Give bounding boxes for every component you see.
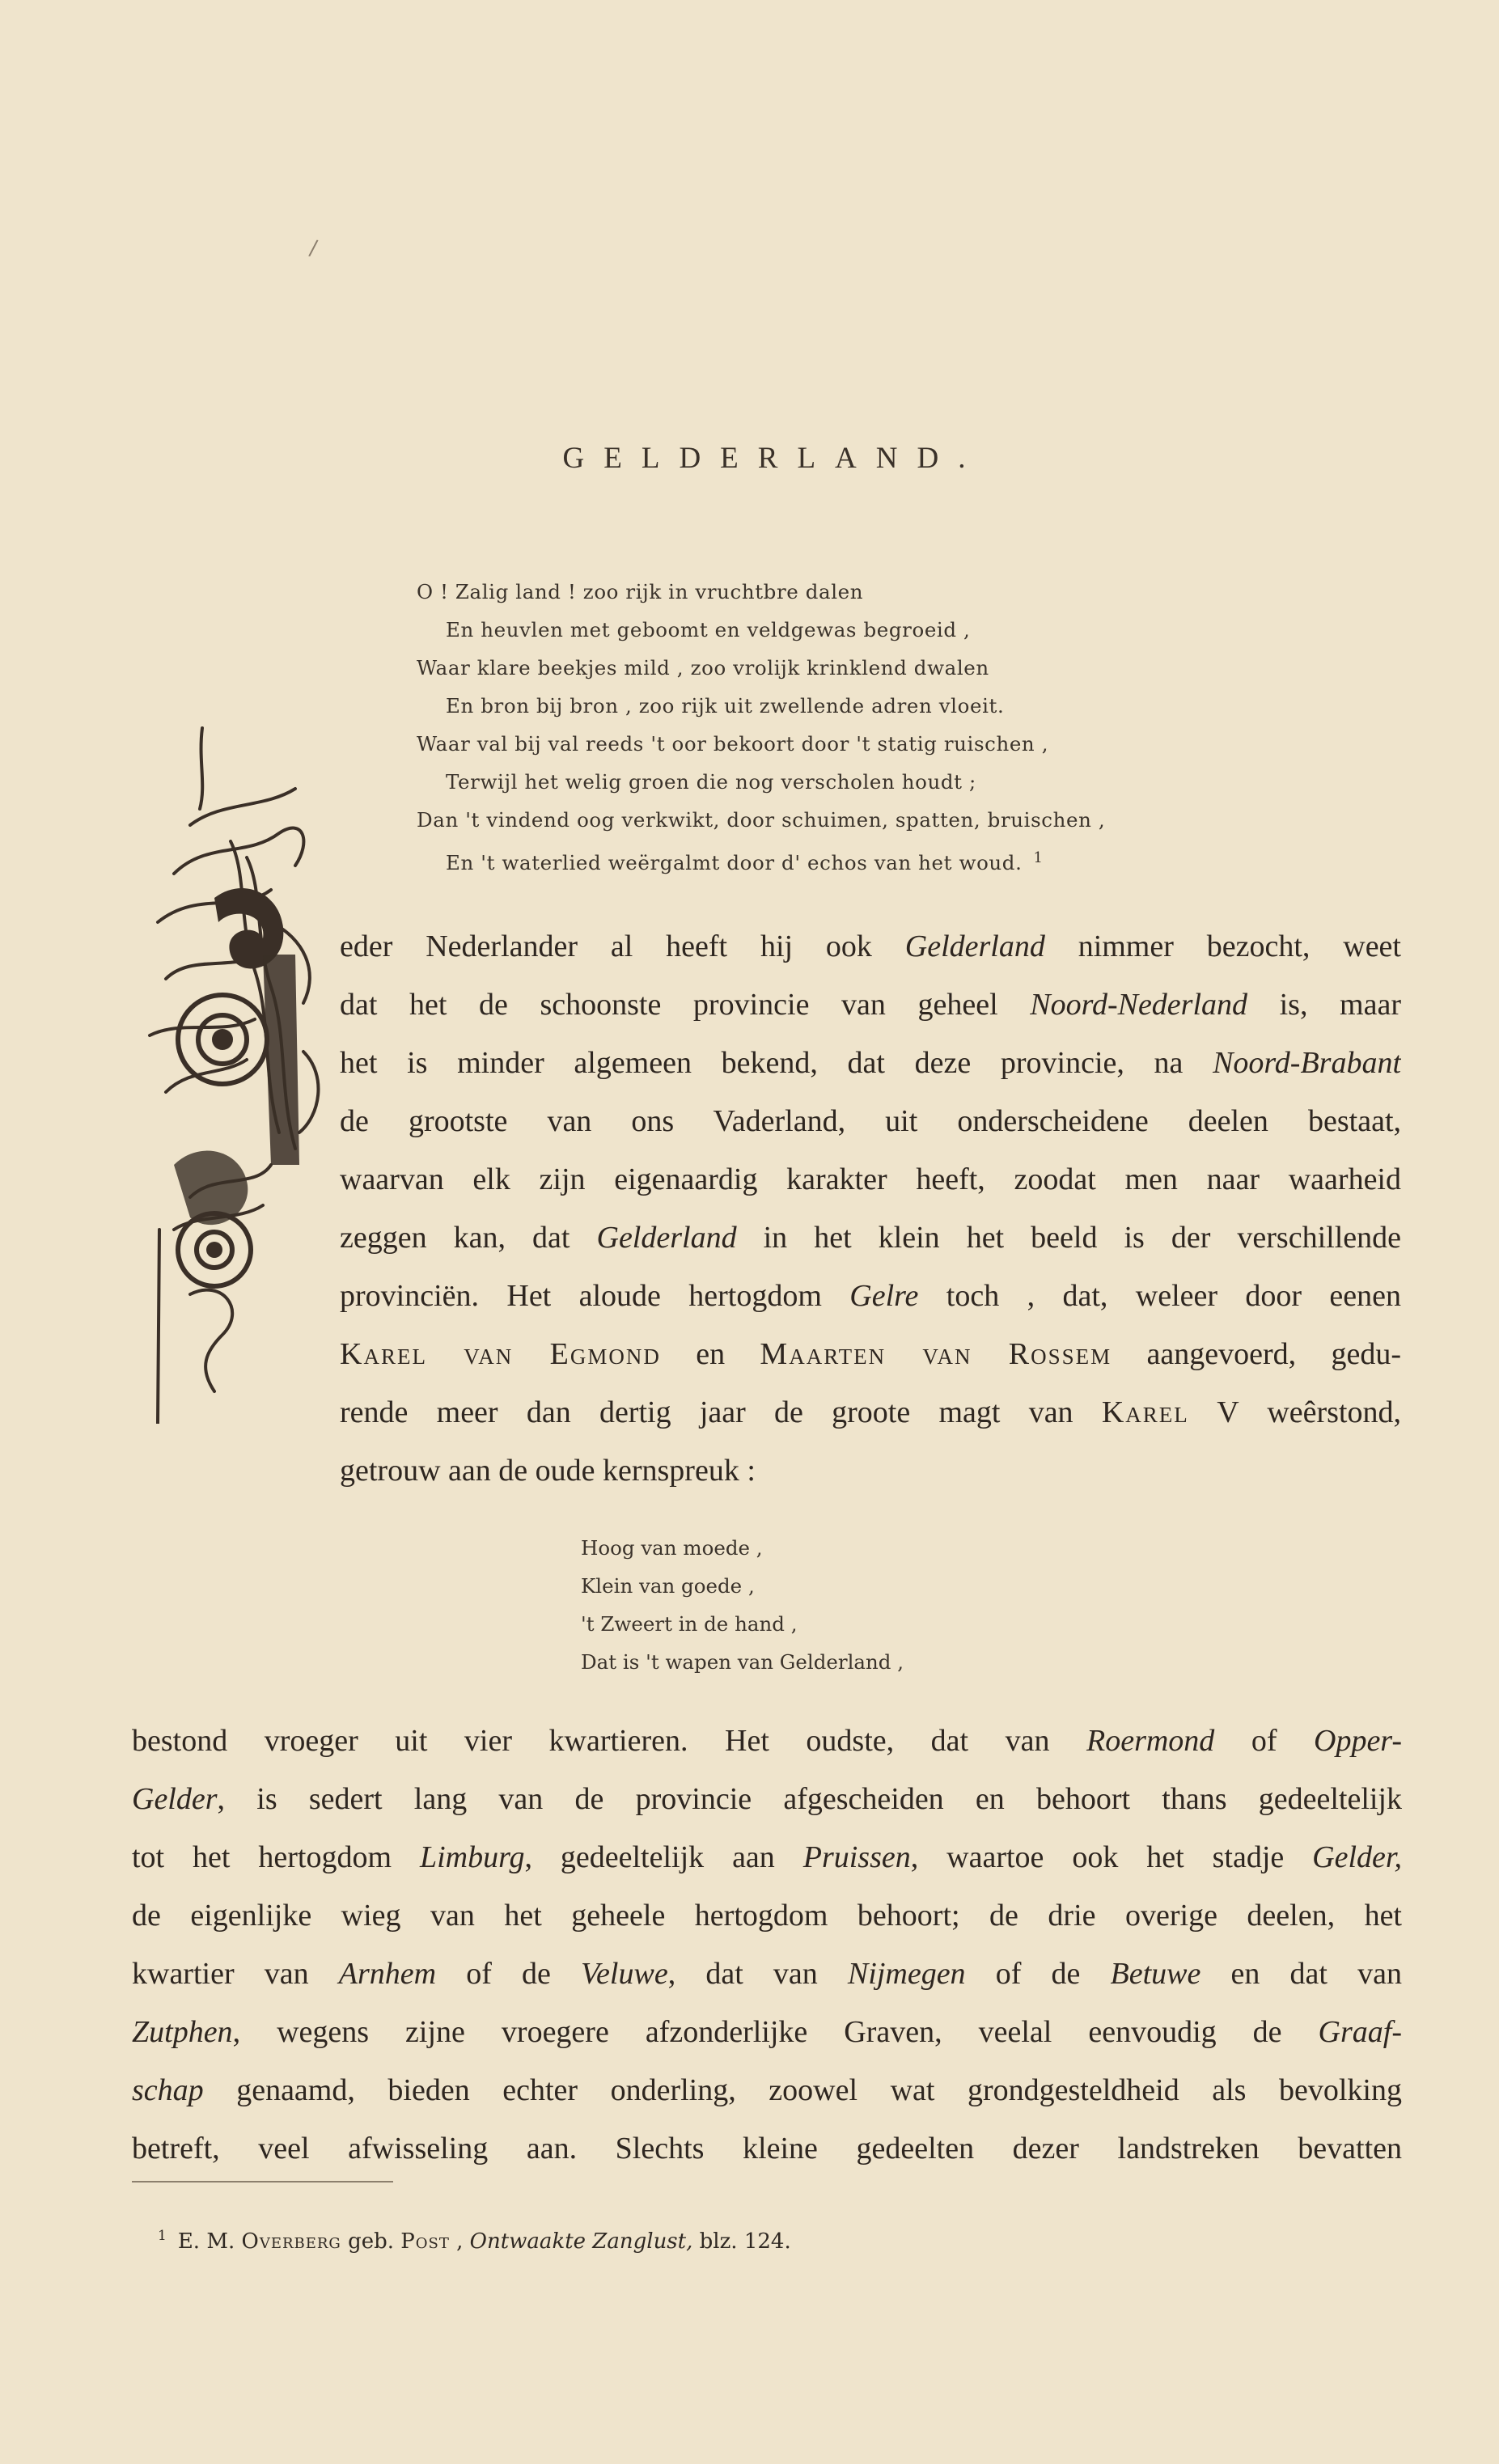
footnote-page: blz. 124.	[692, 2229, 791, 2254]
paragraph-continuation	[132, 1712, 1402, 2178]
text-line: waarvan elk zijn eigenaardig karakter heeft, zoodat men naar waarheid	[340, 1162, 1401, 1196]
poem-line: Terwijl het welig groen die nog verscholen houdt ;	[446, 770, 976, 794]
text-run: , gedeeltelijk aan	[524, 1840, 803, 1874]
text-line	[340, 917, 1401, 976]
footnote-divider	[132, 2181, 393, 2182]
place-name-zutphen: Zutphen	[132, 2015, 233, 2049]
text-run: in het klein het beeld is der verschillende	[736, 1221, 1401, 1255]
person-name-karel-van-egmond: Karel van Egmond	[340, 1337, 661, 1371]
text-line: betreft, veel afwisseling aan. Slechts kleine gedeelten dezer landstreken bevatten	[132, 2132, 1402, 2166]
place-name-gelderland: Gelderland	[904, 929, 1045, 963]
poem-line: Dan 't vindend oog verkwikt, door schuimen, spatten, bruischen ,	[417, 808, 1106, 832]
text-run: , waartoe ook het stadje	[910, 1840, 1313, 1874]
text-run: en dat van	[1200, 1957, 1402, 1991]
footnote-work-title: Ontwaakte Zanglust,	[469, 2229, 693, 2254]
motto-line: 't Zweert in de hand ,	[581, 1612, 798, 1636]
place-name-opper-gelder: Gelder	[132, 1782, 218, 1816]
text-run: , dat van	[667, 1957, 848, 1991]
text-run: kwartier van	[132, 1957, 339, 1991]
text-line: getrouw aan de oude kernspreuk :	[340, 1454, 756, 1488]
place-name-opper-gelder: Opper-	[1314, 1724, 1402, 1758]
motto-line: Dat is 't wapen van Gelderland ,	[581, 1650, 904, 1674]
text-run: of de	[436, 1957, 582, 1991]
text-line	[132, 1828, 1402, 1886]
place-name-graafschap: Graaf-	[1318, 2015, 1402, 2049]
place-name-graafschap: schap	[132, 2073, 204, 2107]
text-run: tot het hertogdom	[132, 1840, 420, 1874]
text-line	[132, 2003, 1402, 2061]
place-name-noord-nederland: Noord-Nederland	[1030, 988, 1248, 1022]
poem-line-text: En 't waterlied weërgalmt door d' echos van het woud.	[446, 851, 1023, 874]
footnote-author-initials: E. M.	[177, 2229, 235, 2254]
poem-line: En heuvlen met geboomt en veldgewas begroeid ,	[446, 618, 971, 641]
text-line	[132, 1945, 1402, 2003]
footnote-number: 1	[158, 2228, 167, 2244]
place-name-roermond: Roermond	[1086, 1724, 1215, 1758]
text-line	[340, 1209, 1401, 1267]
place-name-gelre: Gelre	[849, 1279, 919, 1313]
footnote-maiden-name: Post	[400, 2229, 450, 2254]
text-run: provinciën. Het aloude hertogdom	[340, 1279, 850, 1313]
motto	[581, 1529, 904, 1681]
text-run: het is minder algemeen bekend, dat deze provincie, na	[340, 1046, 1213, 1080]
place-name-gelderland: Gelderland	[596, 1221, 737, 1255]
text-run: V weêrstond,	[1188, 1395, 1401, 1429]
text-line	[340, 1383, 1401, 1442]
place-name-arnhem: Arnhem	[338, 1957, 437, 1991]
paragraph-opening	[340, 917, 1401, 1500]
text-line: de eigenlijke wieg van het geheele hertogdom behoort; de drie overige deelen, het	[132, 1899, 1402, 1933]
place-name-gelder: Gelder,	[1312, 1840, 1402, 1874]
place-name-nijmegen: Nijmegen	[847, 1957, 966, 1991]
place-name-betuwe: Betuwe	[1110, 1957, 1201, 1991]
text-run: zeggen kan, dat	[340, 1221, 597, 1255]
poem-line: Waar klare beekjes mild , zoo vrolijk krinklend dwalen	[417, 656, 989, 680]
text-run: dat het de schoonste provincie van geheel	[340, 988, 1031, 1022]
place-name-pruissen: Pruissen	[802, 1840, 911, 1874]
poem-line: O ! Zalig land ! zoo rijk in vruchtbre dalen	[417, 580, 864, 603]
text-line	[340, 976, 1401, 1034]
text-run: en	[660, 1337, 760, 1371]
page-title: GELDERLAND.	[562, 442, 985, 475]
text-line	[340, 1267, 1401, 1325]
text-run: , is sedert lang van de provincie afgescheiden en behoort thans gedeeltelijk	[217, 1782, 1402, 1816]
text-run: , wegens zijne vroegere afzonderlijke Graven, veelal eenvoudig de	[232, 2015, 1319, 2049]
footnote-geb: geb.	[341, 2229, 401, 2254]
text-line	[132, 2061, 1402, 2119]
text-line	[340, 1034, 1401, 1092]
text-run: genaamd, bieden echter onderling, zoowel wat grondgesteldheid als bevolking	[203, 2073, 1402, 2107]
motto-line: Klein van goede ,	[581, 1574, 755, 1598]
text-line	[340, 1325, 1401, 1383]
place-name-limburg: Limburg	[419, 1840, 525, 1874]
text-run: nimmer bezocht, weet	[1044, 929, 1401, 963]
place-name-noord-brabant: Noord-Brabant	[1213, 1046, 1401, 1080]
footnote-ref: 1	[1033, 849, 1044, 866]
person-name-karel: Karel	[1101, 1395, 1189, 1429]
person-name-maarten-van-rossem: Maarten van Rossem	[760, 1337, 1112, 1371]
text-line	[132, 1712, 1402, 1770]
footnote	[158, 2228, 791, 2254]
text-run: toch , dat, weleer door eenen	[918, 1279, 1401, 1313]
text-line	[132, 1770, 1402, 1828]
text-line: de grootste van ons Vaderland, uit onderscheidene deelen bestaat,	[340, 1104, 1401, 1138]
ornamental-initial-ie-icon	[142, 712, 336, 1424]
text-run: rende meer dan dertig jaar de groote magt van	[340, 1395, 1102, 1429]
text-run: eder Nederlander al heeft hij ook	[340, 929, 905, 963]
poem	[417, 573, 1226, 882]
poem-line	[417, 839, 1226, 882]
page-mark: /	[307, 235, 320, 261]
text-run: aangevoerd, gedu-	[1112, 1337, 1401, 1371]
place-name-veluwe: Veluwe	[581, 1957, 668, 1991]
poem-line: En bron bij bron , zoo rijk uit zwellende adren vloeit.	[446, 694, 1005, 718]
footnote-separator: ,	[449, 2229, 470, 2254]
motto-line: Hoog van moede ,	[581, 1536, 763, 1560]
text-run: of	[1214, 1724, 1314, 1758]
poem-line: Waar val bij val reeds 't oor bekoort door 't statig ruischen ,	[417, 732, 1049, 756]
footnote-author-name: Overberg	[241, 2229, 341, 2254]
text-run: bestond vroeger uit vier kwartieren. Het oudste, dat van	[132, 1724, 1086, 1758]
text-run: is, maar	[1247, 988, 1401, 1022]
text-run: of de	[965, 1957, 1111, 1991]
